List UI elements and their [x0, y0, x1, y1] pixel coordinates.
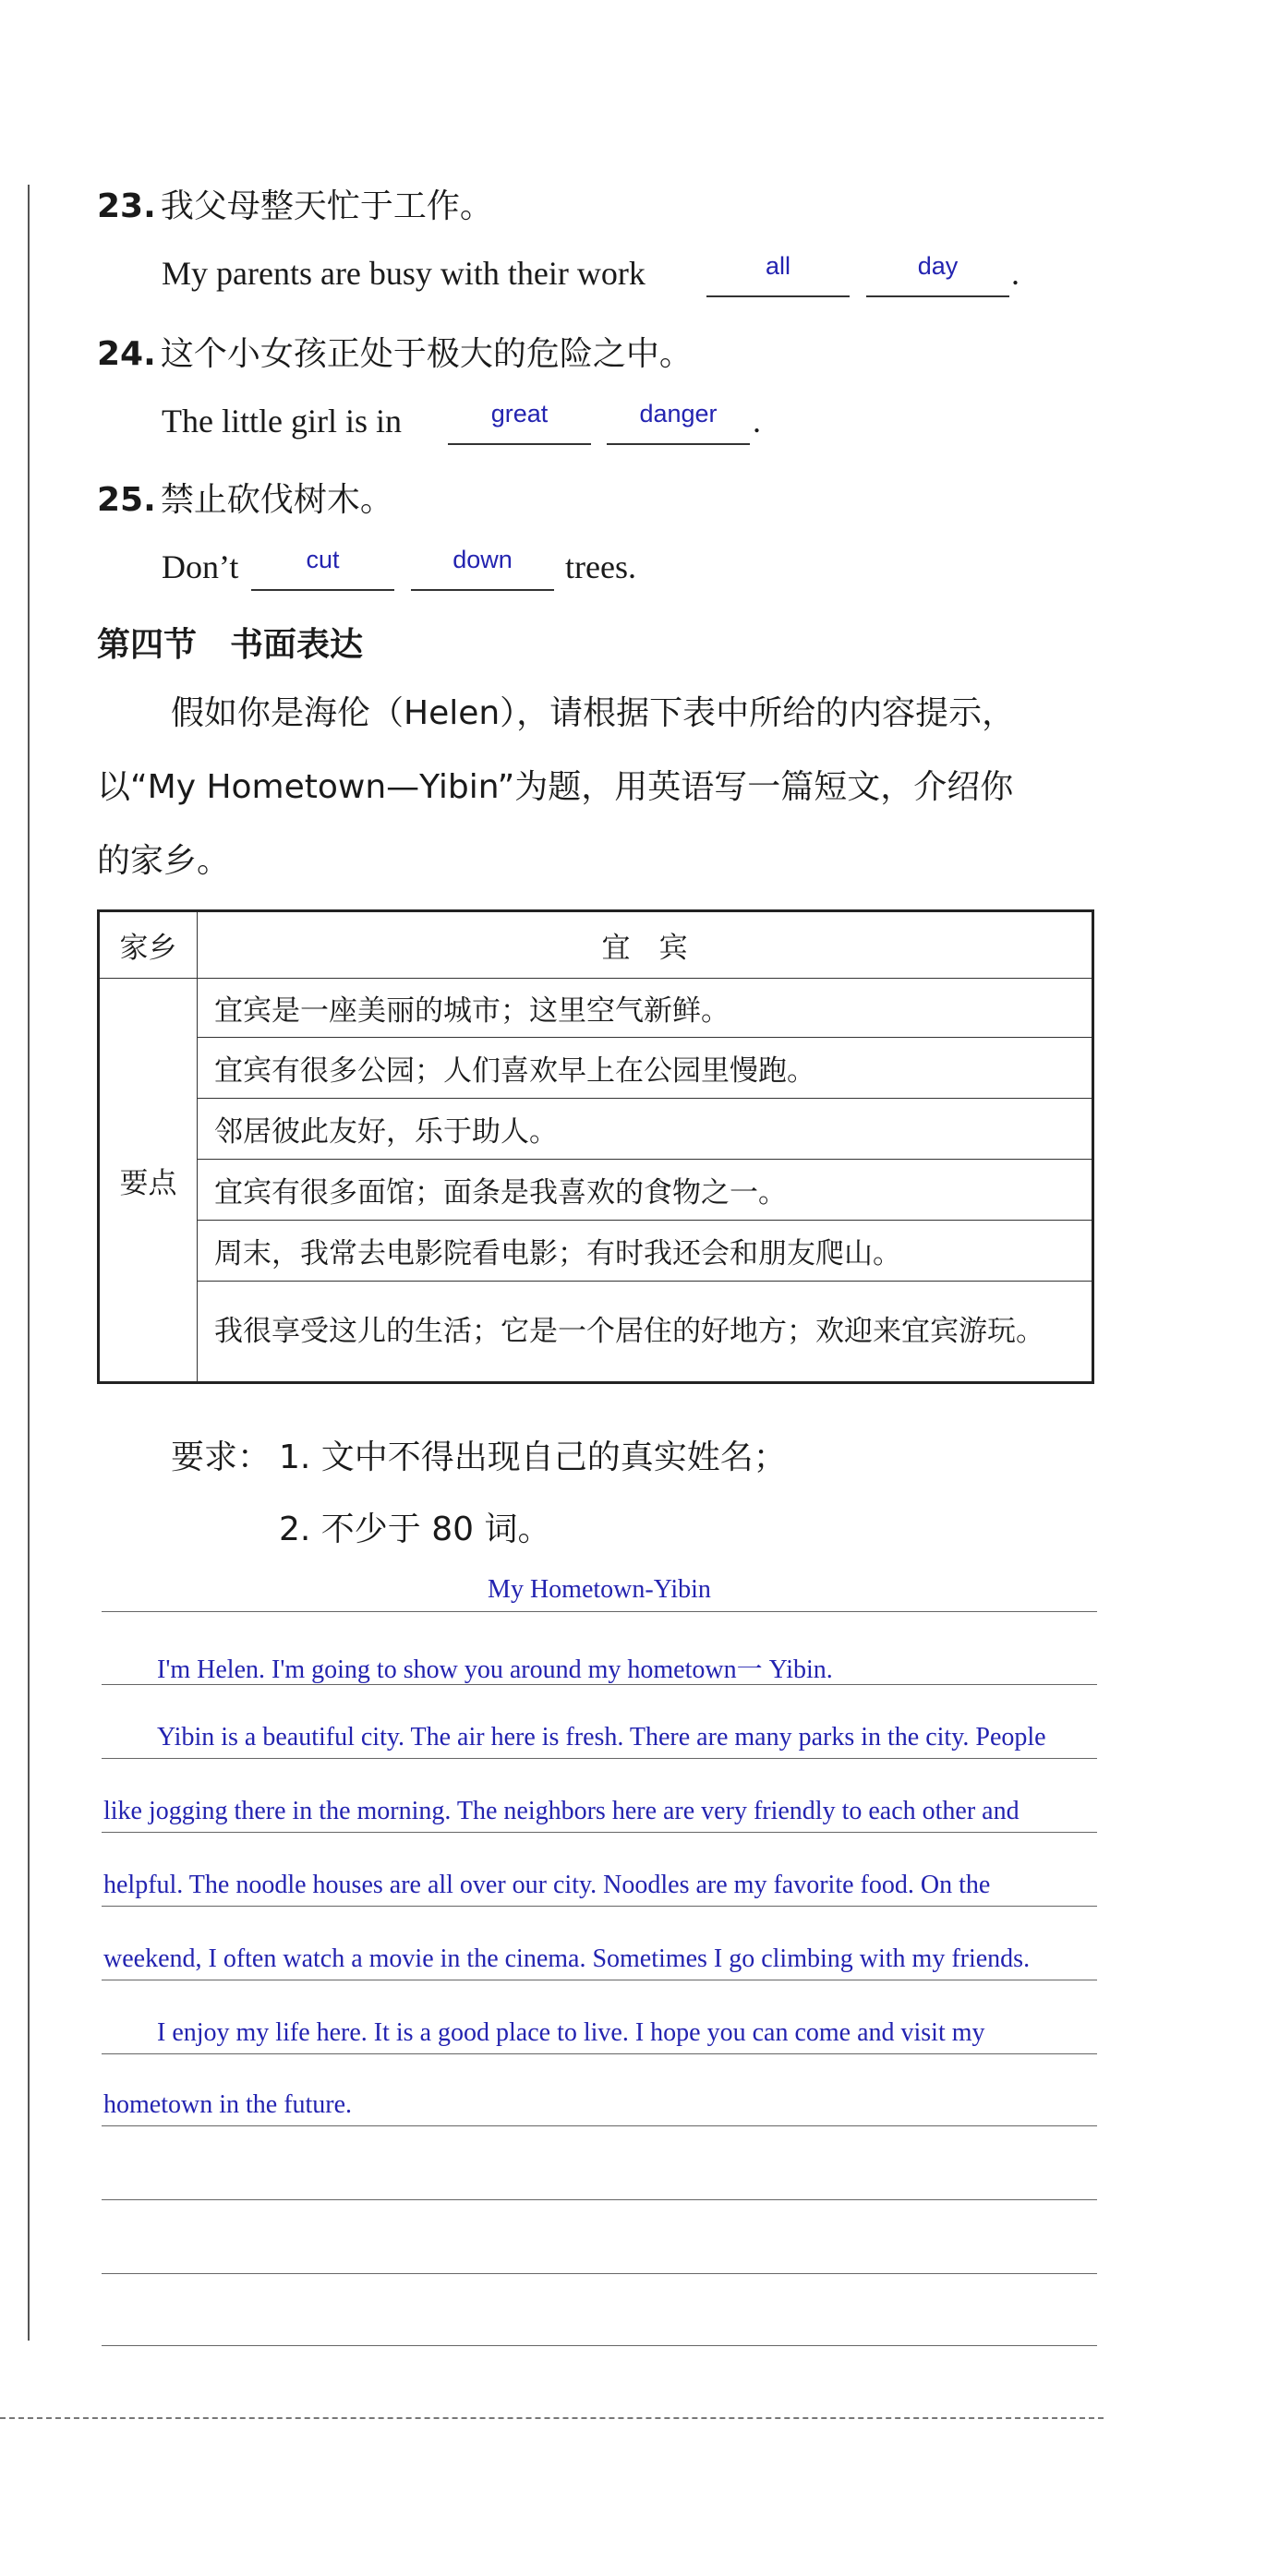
writing-line — [102, 2125, 1097, 2126]
header-yibin: 宜 宾 — [198, 911, 1093, 979]
table-row — [99, 1099, 1093, 1160]
essay-line: hometown in the future. — [103, 2090, 353, 2119]
writing-line — [102, 1832, 1097, 1833]
question-number: 23. — [97, 187, 156, 225]
answer-text: day — [917, 252, 959, 280]
writing-line — [102, 1611, 1097, 1612]
writing-line — [102, 1758, 1097, 1759]
point-3: 邻居彼此友好，乐于助人。 — [198, 1099, 1093, 1160]
writing-line — [102, 2273, 1097, 2274]
writing-line — [102, 2345, 1097, 2346]
point-6: 我很享受这儿的生活；它是一个居住的好地方；欢迎来宜宾游玩。 — [198, 1282, 1093, 1383]
question-prompt: 这个小女孩正处于极大的危险之中。 — [160, 335, 693, 373]
answer-text: cut — [306, 546, 340, 573]
page-cut-line — [0, 2417, 1104, 2419]
essay-line: like jogging there in the morning. The neighbors here are very friendly to each other and — [103, 1797, 1020, 1825]
question-number: 24. — [97, 335, 156, 373]
header-hometown: 家乡 — [99, 911, 198, 979]
table-row — [99, 1282, 1093, 1383]
essay-line: I enjoy my life here. It is a good place to live. I hope you can come and visit my — [157, 2018, 985, 2047]
essay-title: My Hometown-Yibin — [488, 1575, 711, 1604]
left-margin-rule — [28, 185, 30, 2341]
prompt-line-1: 假如你是海伦（Helen），请根据下表中所给的内容提示， — [171, 694, 1016, 732]
point-1: 宜宾是一座美丽的城市；这里空气新鲜。 — [198, 979, 1093, 1038]
outline-table — [97, 909, 1094, 1384]
question-number: 25. — [97, 481, 156, 519]
table-row — [99, 1160, 1093, 1221]
question-24-chinese — [97, 328, 693, 375]
sentence-end: . — [1011, 255, 1020, 292]
question-prompt: 禁止砍伐树木。 — [160, 481, 393, 519]
points-label: 要点 — [99, 979, 198, 1383]
point-5: 周末，我常去电影院看电影；有时我还会和朋友爬山。 — [198, 1221, 1093, 1282]
question-23-english: My parents are busy with their work — [162, 255, 646, 292]
prompt-line-3: 的家乡。 — [97, 842, 231, 880]
table-row — [99, 1038, 1093, 1099]
point-4: 宜宾有很多面馆；面条是我喜欢的食物之一。 — [198, 1160, 1093, 1221]
point-2: 宜宾有很多公园；人们喜欢早上在公园里慢跑。 — [198, 1038, 1093, 1099]
question-prompt: 我父母整天忙于工作。 — [160, 187, 493, 225]
requirement-1: 1. 文中不得出现自己的真实姓名； — [279, 1438, 787, 1476]
requirements-label: 要求： — [171, 1438, 272, 1476]
writing-line — [102, 1906, 1097, 1907]
requirement-2: 2. 不少于 80 词。 — [279, 1511, 551, 1548]
writing-line — [102, 2199, 1097, 2200]
sentence-end: . — [753, 403, 761, 439]
question-24-english: The little girl is in — [162, 403, 402, 439]
question-25-english: Don’t — [162, 548, 239, 585]
essay-line: I'm Helen. I'm going to show you around my hometown一 Yibin. — [157, 1655, 833, 1684]
answer-text: danger — [639, 400, 718, 427]
table-row — [99, 1221, 1093, 1282]
sentence-end: trees. — [565, 548, 636, 585]
essay-line: weekend, I often watch a movie in the cinema. Sometimes I go climbing with my friends. — [103, 1944, 1031, 1973]
table-header-row — [99, 911, 1093, 979]
question-25-chinese — [97, 474, 393, 521]
answer-text: great — [490, 400, 549, 427]
answer-text: down — [452, 546, 513, 573]
writing-line — [102, 2053, 1097, 2054]
section-title: 第四节 书面表达 — [97, 626, 364, 664]
question-23-chinese — [97, 180, 493, 227]
answer-text: all — [765, 252, 790, 280]
prompt-line-2: 以“My Hometown—Yibin”为题，用英语写一篇短文，介绍你 — [97, 768, 1014, 806]
essay-line: helpful. The noodle houses are all over our city. Noodles are my favorite food. On the — [103, 1871, 991, 1899]
table-row — [99, 979, 1093, 1038]
essay-line: Yibin is a beautiful city. The air here is fresh. There are many parks in the city. People — [157, 1723, 1046, 1751]
